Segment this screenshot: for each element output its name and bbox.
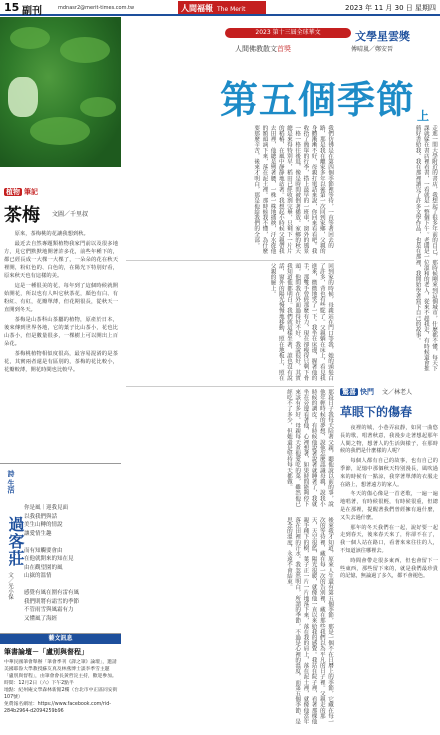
award-category-text: 人間佛教散文 xyxy=(235,45,277,53)
feature-title-text: 第五個季節 xyxy=(220,77,416,122)
paragraph: 夜裡的城，小巷弄寂靜，如同一曲悠長的歌，唱著秋意，我漫步走著想起那年人間之物，想著人的生活與樣子，在那時候的我們是什麼樣的人呢？ xyxy=(340,425,438,455)
paragraph: 最近去自然專題類植物我家門前以及很多地方，見它們默默地開著許多花，前些年種下的，都已經長成一大棵一大棵了，一朵朵的花在秋天裡開，粉紅色的、白色的，在陽光下特別好看，原來秋天也有這樣的美。 xyxy=(4,241,118,279)
right-author: 文／林老人 xyxy=(382,389,413,396)
award-pill: 2023 第十三屆全球華文 xyxy=(225,28,351,38)
section-name: 副刊 xyxy=(22,6,42,17)
right-article-body xyxy=(340,425,438,583)
paragraph: 原來，茶梅桃的花讓我想到秋。 xyxy=(14,231,89,237)
feature-body-lower xyxy=(124,517,336,735)
poem-line: 由在觀望園的風 xyxy=(24,564,63,571)
paragraph: 茶梅是山茶科山茶屬的植物，原產於日本，後來傳到世界各地，它的葉子比山茶小，花也比山茶小，但是數量很多，一棵樹上可以開出上百朵花。 xyxy=(4,317,118,347)
left-article-body xyxy=(4,230,118,376)
column-kicker xyxy=(4,187,38,197)
left-column xyxy=(0,17,121,735)
feature-author: 傅晴嵐／鄭安晉 xyxy=(351,46,394,53)
poem-line xyxy=(24,581,116,590)
feature-text-block: 回到家的時候，母親站在門口等我，她的頭髮白了許多，背也有些駝了。父親躺在床上，看見我進來，微微地笑了一下。我坐在床邊，握著他的手，那雙手曾經那麼有力，現在卻瘦得只剩下骨頭。他問我在外面過得好不好，我說很好，其實我知道他都明白。我們就這樣坐著，誰也沒有說話，窗外的陽光慢慢地移動，照在地板上，照在父親的臉上。 xyxy=(269,263,333,381)
award-logo: 文學星雲獎 xyxy=(355,30,410,43)
foliage-shape xyxy=(10,27,50,49)
paragraph: 茶梅桃植物相似度很高，最容易混淆的是茶花，其實兩者還是有區別的，茶梅的花比較小，花瓣較薄，開花時間也比較早。 xyxy=(4,351,118,373)
column-divider xyxy=(126,386,334,387)
issue-date: 2023 年 11 月 30 日 星期四 xyxy=(345,4,436,12)
column-divider xyxy=(126,260,334,261)
right-article-title: 草眼下的傷春 xyxy=(340,405,413,419)
right-kicker xyxy=(340,387,412,397)
right-column xyxy=(338,125,440,735)
page-header xyxy=(0,0,440,24)
feature-text-block: 後來我才知道，原來人生還有第五個季節，那是一個不在日曆上的季節，它藏在每一次的等待裡，藏在每一次的告別裡，藏在那些我們以為平凡的日子裡。父親走的那天，天空很藍，陽光很暖，就像他一直以來給我的感覺。我站在院子裡，看著那棵他親手種下的樹，葉子正一片一片地落下來，落在我的肩上，落在泥土裡，就像他當年落在田裡的汗水。我忽然明白，所謂的季節，不過是心裡的溫度，而第五個季節，是思念的溫度，永遠不會結束。 xyxy=(285,517,333,725)
poem-line: 美生山轉的情說 xyxy=(24,522,63,528)
newspaper-logo xyxy=(178,1,266,24)
paragraph: 冬天的傷心像是一首老歌，一遍一遍地唱著，有時候很輕，有時候很重，但總是在那裡，提醒著我們曾經擁有過什麼，又失去過什麼。 xyxy=(340,491,438,521)
poem-title: 過客莊 xyxy=(6,516,25,567)
notice-header: 藝文訊息 xyxy=(0,634,121,644)
poem-line xyxy=(24,538,116,547)
poem-line: 而有知觸要會由 xyxy=(24,547,63,554)
notice-time: 時間：12月2日（六）下午2點半 xyxy=(4,681,74,686)
feature-title xyxy=(220,69,430,124)
poem-line: 我們則將有霜雪的季節 xyxy=(24,598,80,605)
brand-en: The Merit Times xyxy=(181,6,246,24)
feature-text-block: 我們彷彿是在第四個季節裡等待，一直等著回去的路，那是我在離家多年以後第一次回到家鄉，父親的身體漸漸不好，母親打電話來說，你回來看看吧。我收拾了簡單的行李，搭上最早的一班車，窗外的風景一格一格往後退，像是時間被倒著播放。家鄉的秋天總是來得特別早，稻田已經收割完畢，只剩下一片片的稻樁，在風中靜靜地站著。我想起小時候父親帶我去田裡，他總是彎著腰，一株一株地插秧，汗水從他的額頭滴下來，落在泥土裡。那時候我不懂，為什麼要那麼辛苦，後來才明白，那是他給我們的全部。 xyxy=(253,125,333,254)
arts-notice xyxy=(0,633,121,733)
paragraph: 那年的冬天我們在一起，說好要一起走到春天，後來春天來了，你卻不在了，我一個人站在路口，看著來來往往的人，不知道該往哪裡去。 xyxy=(340,524,438,554)
flower-highlight xyxy=(8,77,38,117)
poem-body xyxy=(24,504,116,623)
kicker-text: 筆記 xyxy=(24,188,38,196)
foliage-shape xyxy=(80,97,116,117)
feature-text-block: 走進一間大學附近的書店，我想起了很多年前的自己，那時候剛來到這個城市，什麼都不懂，每天下課就躲在書店裡看書，一看就是一整個下午。老闆是一位溫和的老人，從來不趕我走，有時候還會推薦好書給我。我在那裡讀完了許多文學作品，也是在那裡，我開始學著寫下自己的故事。 xyxy=(414,125,437,372)
paragraph: 這是一種很美的花，每年到了這個時候就開始開花，所以也有人叫它秋茶花，顏色有白、有粉紅、有紅，花瓣單薄，但花期很長，從秋天一直開到冬天。 xyxy=(4,283,118,313)
page-number: 15 xyxy=(4,1,20,14)
left-article-title: 茶梅 xyxy=(4,205,40,226)
poem-author: 文／光小保 xyxy=(7,572,13,600)
brand-zh: 人間福報 xyxy=(181,3,213,13)
section-email[interactable]: mdnasr2@merit-times.com.tw xyxy=(58,5,135,11)
foliage-shape xyxy=(60,37,110,63)
right-kicker-text: 快門 xyxy=(360,388,374,396)
foliage-shape xyxy=(30,117,90,145)
poem-line: 讓愛情生趣 xyxy=(24,530,52,537)
notice-body xyxy=(4,659,118,715)
poem-line: 你是風｜迎我見面 xyxy=(24,505,69,511)
notice-place: 地點：紀州庵文學森林新館2樓（台北市中正區同安街107號） xyxy=(4,688,118,700)
paragraph: 每個人都有自己的故事，也有自己的季節，記憶中那個秋天特別漫長，風吹過來的時候有一點涼，我穿著單薄的衣服走在路上，想著遠方的家人。 xyxy=(340,458,438,488)
award-category xyxy=(235,44,291,54)
main-feature xyxy=(124,17,440,735)
part-marker: 上 xyxy=(417,109,431,123)
notice-signup-link[interactable]: 免費報名網址：https://www.facebook.com/rid-284b2964-d2094259b96 xyxy=(4,702,112,714)
poem-line: 不管雨雪與風霜有力 xyxy=(24,607,74,613)
poem-line: 又懂風了海經 xyxy=(24,615,58,622)
kicker-tag: 植物 xyxy=(6,188,20,196)
feature-continuation xyxy=(338,125,438,375)
poem-line: 在他就開來的知在見 xyxy=(24,556,74,562)
poem-line: 以我我們與話 xyxy=(24,513,58,520)
feature-text-block: 那段日子我每天陪著父親，聽他說以前的事，說他年輕時候的夢想，說他怎麼認識母親，說我小時候的調皮。有時候他說著說著就睡著了，我就坐在旁邊看著他，心裡想著，如果時間能夠停下來該有多好。母親每天煮他愛吃的菜，雖然他已經吃不了多少，但她還是堅持每天都做。 xyxy=(285,389,333,507)
poem-kicker: 詩 生活 xyxy=(7,470,15,494)
paragraph: 時間會帶走很多東西，但也會留下一些東西，那些留下來的，就是我們最珍貴的記憶，無論過了多久，都不會褪色。 xyxy=(340,557,438,580)
notice-text: 中華民國筆會舉辦「筆會季刊《譯之筆》論壇」，邀請美國耶魯大學教授蘇友真及林燕博士談李季雪主題「盧別與督程」，由筆會會長黃哲浣主持，歡迎參加。 xyxy=(4,660,117,679)
left-article-author: 文圖／千里叔 xyxy=(52,211,89,218)
poem-line: 感覺有風在圍有雷有風 xyxy=(24,590,80,596)
award-rank: 首獎 xyxy=(277,45,291,53)
poem-section xyxy=(0,463,121,633)
camellia-photo xyxy=(0,17,121,167)
notice-title: 筆書論壇－「盧別與督程」 xyxy=(4,648,88,656)
feature-body-upper xyxy=(124,125,336,510)
right-kicker-tag: 驚喜 xyxy=(342,388,356,396)
poem-line: 山嶽的溫情 xyxy=(24,573,52,579)
